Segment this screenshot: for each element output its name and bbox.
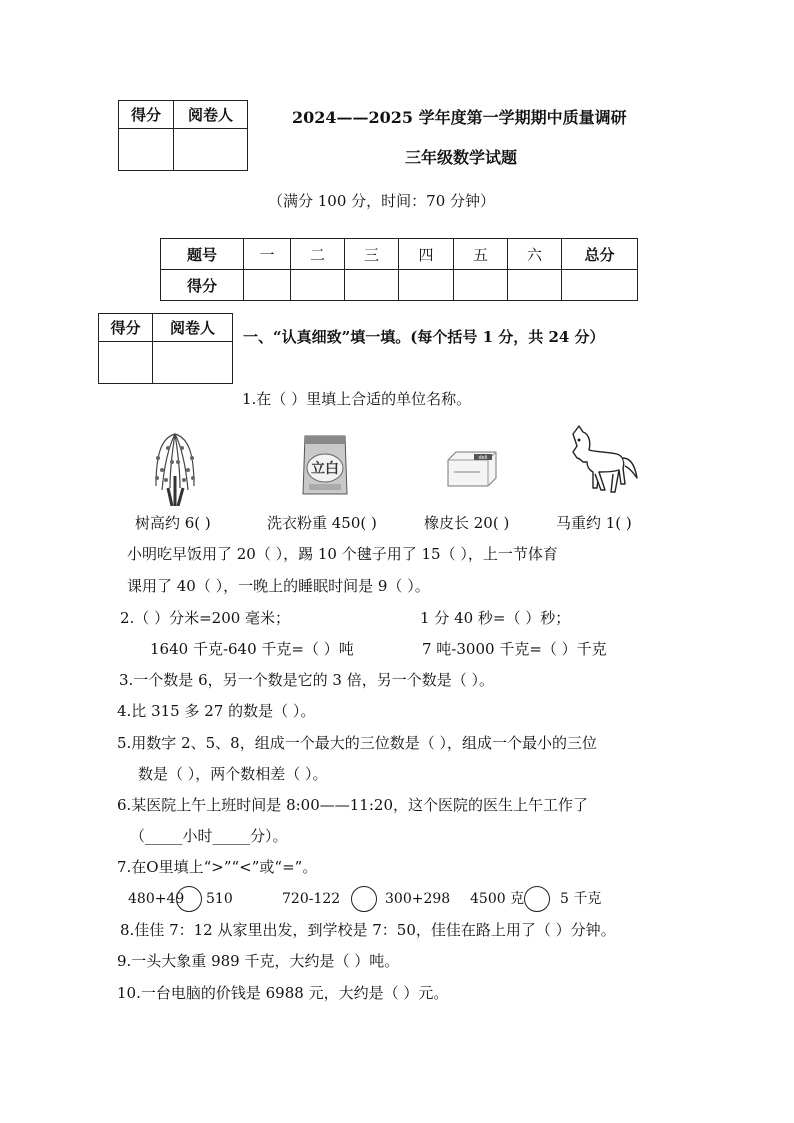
compare-circle-1[interactable]: [176, 886, 202, 912]
exam-subtitle: 三年级数学试题: [405, 148, 518, 167]
q8: 8.佳佳 7：12 从家里出发，到学校是 7：50，佳佳在路上用了（ ）分钟。: [120, 921, 616, 939]
compare-circle-3[interactable]: [524, 886, 550, 912]
score-entry-cell[interactable]: [345, 270, 399, 301]
table-header-cell: 一: [244, 239, 291, 270]
q2-part-a: 2.（ ）分米=200 毫米；: [120, 609, 291, 627]
q7-compare1-left: 480+49: [128, 891, 185, 907]
grader-cell[interactable]: [174, 129, 248, 171]
table-header-cell: 四: [399, 239, 454, 270]
score-entry-cell[interactable]: [399, 270, 454, 301]
eraser-brand: deli: [478, 455, 488, 461]
score-entry-cell[interactable]: [454, 270, 508, 301]
score-entry-cell[interactable]: [562, 270, 638, 301]
q7-compare3-right: 5 千克: [560, 891, 602, 907]
q4: 4.比 315 多 27 的数是（ ）。: [117, 702, 316, 720]
score-cell[interactable]: [119, 129, 174, 171]
table-header-cell: 六: [508, 239, 562, 270]
table-header-cell: 题号: [161, 239, 244, 270]
q2-part-b: 1 分 40 秒=（ ）秒；: [420, 609, 571, 627]
score-label: 得分: [99, 314, 153, 342]
table-header-cell: 二: [291, 239, 345, 270]
q5-line1: 5.用数字 2、5、8，组成一个最大的三位数是（ ），组成一个最小的三位: [117, 734, 597, 752]
grader-label: 阅卷人: [153, 314, 233, 342]
section1-heading: 一、“认真细致”填一填。(每个括号 1 分，共 24 分）: [243, 328, 605, 346]
grader-cell[interactable]: [153, 342, 233, 384]
eraser-icon: [446, 448, 498, 490]
willow-tree-icon: [150, 428, 200, 506]
q7-compare1-right: 510: [206, 891, 233, 907]
q5-line2: 数是（ ），两个数相差（ ）。: [138, 765, 328, 783]
q7-compare2-left: 720-122: [282, 891, 341, 907]
q3: 3.一个数是 6，另一个数是它的 3 倍，另一个数是（ ）。: [119, 671, 494, 689]
q1-caption-horse: 马重约 1( ): [556, 514, 632, 532]
table-header-cell: 五: [454, 239, 508, 270]
table-header-cell: 总分: [562, 239, 638, 270]
bag-label: 立白: [311, 461, 339, 477]
q1-line2: 课用了 40（ ），一晚上的睡眠时间是 9（ ）。: [127, 577, 430, 595]
score-cell[interactable]: [99, 342, 153, 384]
score-box-top: [118, 100, 248, 171]
horse-icon: [565, 422, 641, 498]
q6-line2: （_____小时_____分）。: [130, 827, 288, 845]
score-entry-cell[interactable]: [508, 270, 562, 301]
grader-label: 阅卷人: [174, 101, 248, 129]
q7-stem: 7.在O里填上“>”“<”或“=”。: [117, 858, 318, 876]
exam-title: 2024——2025 学年度第一学期期中质量调研: [292, 108, 627, 127]
q7-compare3-left: 4500 克: [470, 891, 525, 907]
exam-info: （满分 100 分，时间：70 分钟）: [268, 192, 496, 210]
q9: 9.一头大象重 989 千克，大约是（ ）吨。: [117, 952, 400, 970]
score-summary-table: [160, 238, 638, 301]
score-label: 得分: [119, 101, 174, 129]
q2-part-d: 7 吨-3000 千克=（ ）千克: [422, 640, 607, 658]
q1-stem: 1.在（ ）里填上合适的单位名称。: [242, 390, 472, 408]
q6-line1: 6.某医院上午上班时间是 8:00——11:20，这个医院的医生上午工作了: [117, 796, 588, 814]
detergent-bag-icon: [301, 432, 349, 498]
q1-caption-eraser: 橡皮长 20( ): [424, 514, 510, 532]
q1-caption-tree: 树高约 6( ): [135, 514, 211, 532]
score-entry-cell[interactable]: [244, 270, 291, 301]
q7-compare2-right: 300+298: [385, 891, 451, 907]
table-header-cell: 三: [345, 239, 399, 270]
q10: 10.一台电脑的价钱是 6988 元，大约是（ ）元。: [117, 984, 449, 1002]
score-box-section1: [98, 313, 233, 384]
q1-caption-detergent: 洗衣粉重 450( ): [267, 514, 377, 532]
q2-part-c: 1640 千克-640 千克=（ ）吨: [150, 640, 354, 658]
compare-circle-2[interactable]: [351, 886, 377, 912]
score-entry-cell[interactable]: [291, 270, 345, 301]
table-row-label: 得分: [161, 270, 244, 301]
q1-line1: 小明吃早饭用了 20（ ），踢 10 个毽子用了 15（ ），上一节体育: [127, 545, 558, 563]
